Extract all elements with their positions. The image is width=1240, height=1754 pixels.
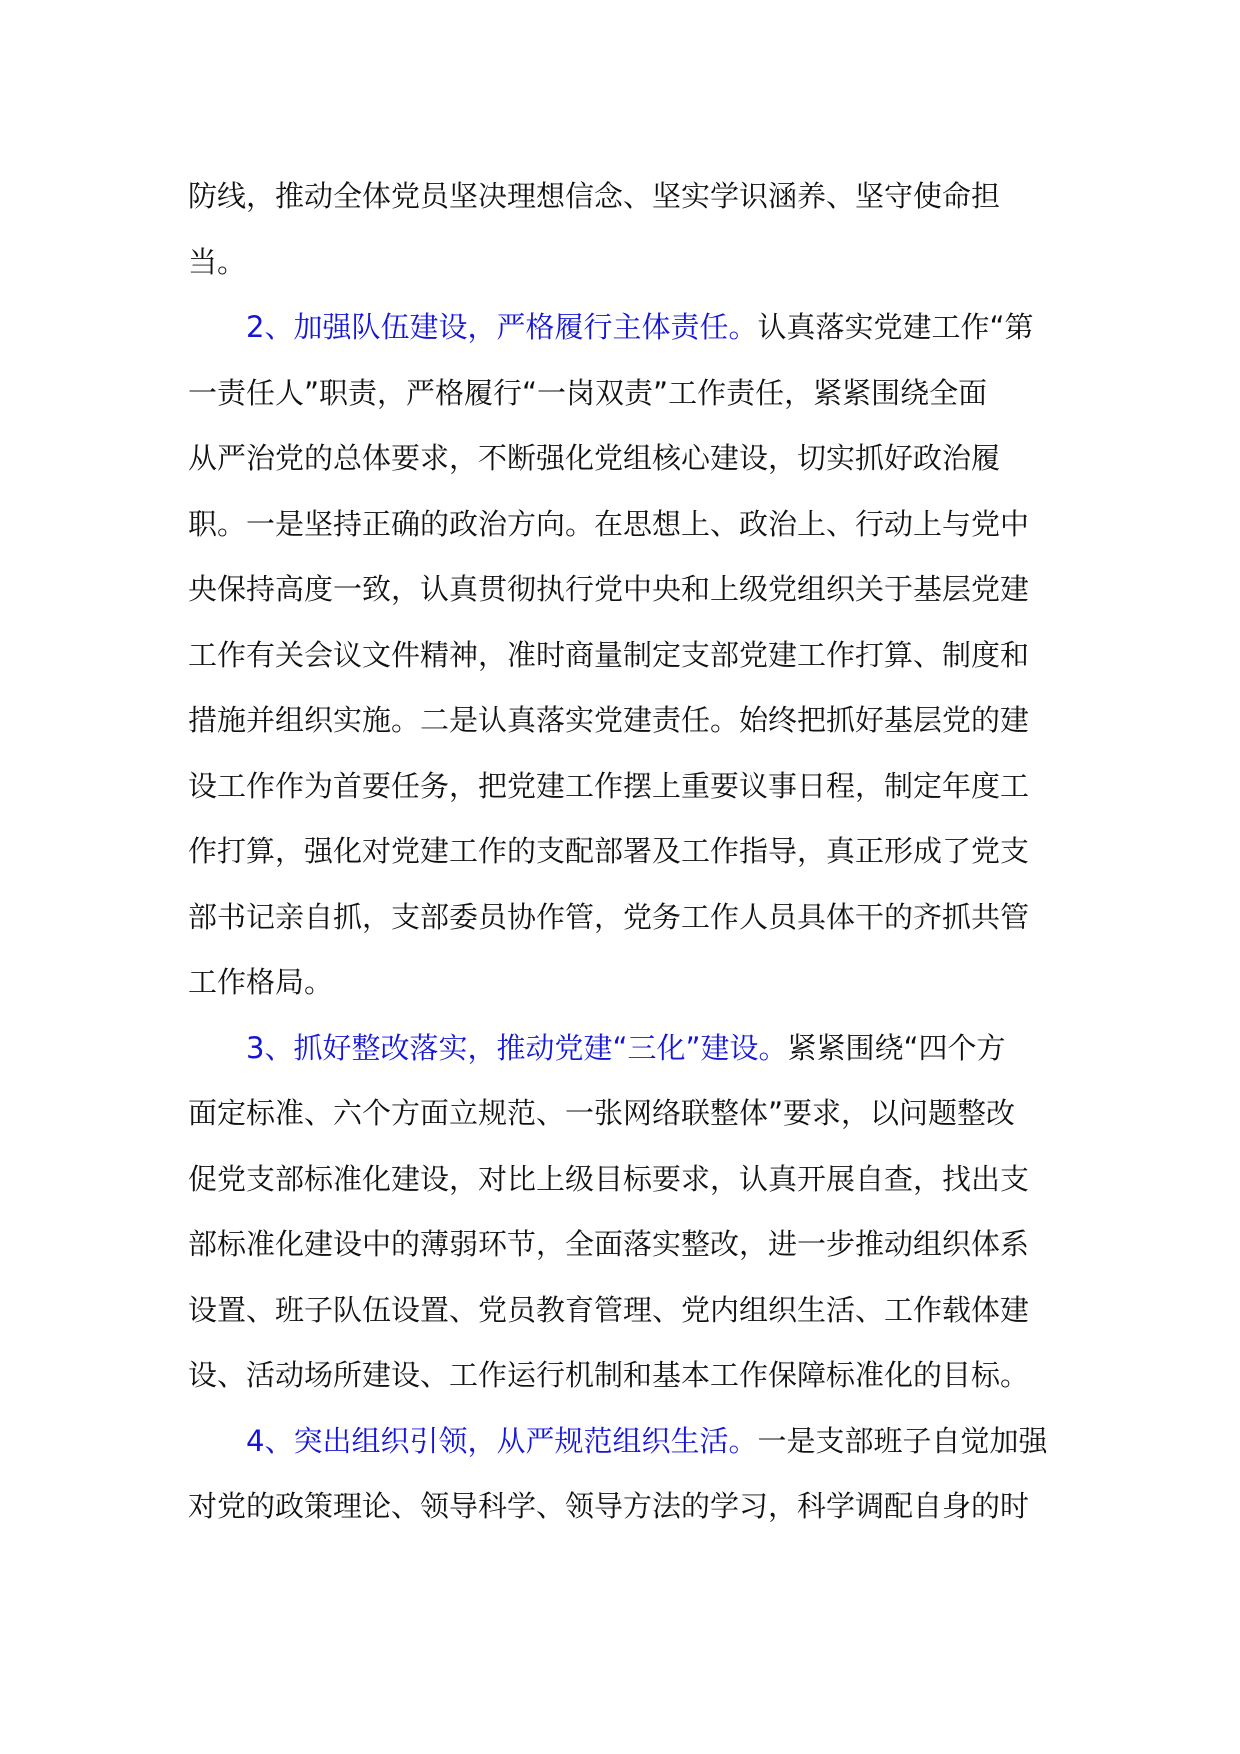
paragraph-lead-text: 认真落实党建工作“第	[757, 310, 1034, 344]
text-line: 作打算，强化对党建工作的支配部署及工作指导，真正形成了党支	[188, 834, 1030, 868]
text-line: 部书记亲自抓，支部委员协作管，党务工作人员具体干的齐抓共管	[188, 899, 1030, 934]
text-line: 部标准化建设中的薄弱环节，全面落实整改，进一步推动组织体系	[188, 1227, 1030, 1261]
text-line: 面定标准、六个方面立规范、一张网络联整体”要求，以问题整改	[188, 1096, 1016, 1130]
paragraph-heading: 3、抓好整改落实，推动党建“三化”建设。	[246, 1030, 788, 1065]
paragraph-rectification	[188, 1016, 1068, 1409]
text-line-first	[188, 1409, 1068, 1475]
text-line: 工作有关会议文件精神，准时商量制定支部党建工作打算、制度和	[188, 637, 1030, 672]
text-line: 当。	[188, 244, 247, 279]
text-line: 央保持高度一致，认真贯彻执行党中央和上级党组织关于基层党建	[188, 572, 1030, 606]
text-line-first	[188, 295, 1068, 361]
paragraph-heading: 4、突出组织引领，从严规范组织生活。	[246, 1423, 758, 1458]
paragraph-organization-life	[188, 1409, 1068, 1540]
text-line: 防线，推动全体党员坚决理想信念、坚实学识涵养、坚守使命担	[188, 179, 1001, 213]
paragraph-team-building	[188, 295, 1068, 1016]
text-line: 设工作作为首要任务，把党建工作摆上重要议事日程，制定年度工	[188, 768, 1030, 803]
paragraph-lead-text: 一是支部班子自觉加强	[757, 1423, 1048, 1458]
text-line: 一责任人”职责，严格履行“一岗双责”工作责任，紧紧围绕全面	[188, 375, 988, 410]
paragraph-heading: 2、加强队伍建设，严格履行主体责任。	[246, 310, 758, 344]
text-line: 设置、班子队伍设置、党员教育管理、党内组织生活、工作载体建	[188, 1292, 1030, 1327]
text-line-first	[188, 1016, 1068, 1082]
text-line: 促党支部标准化建设，对比上级目标要求，认真开展自查，找出支	[188, 1161, 1030, 1196]
document-body	[188, 164, 1068, 1540]
text-line: 对党的政策理论、领导科学、领导方法的学习，科学调配自身的时	[188, 1489, 1030, 1523]
paragraph-continuation	[188, 164, 1068, 295]
text-line: 措施并组织实施。二是认真落实党建责任。始终把抓好基层党的建	[188, 703, 1030, 737]
paragraph-lead-text: 紧紧围绕“四个方	[787, 1030, 1006, 1065]
text-line: 工作格局。	[188, 965, 334, 999]
text-line: 职。一是坚持正确的政治方向。在思想上、政治上、行动上与党中	[188, 506, 1030, 541]
text-line: 设、活动场所建设、工作运行机制和基本工作保障标准化的目标。	[188, 1358, 1030, 1392]
text-line: 从严治党的总体要求，不断强化党组核心建设，切实抓好政治履	[188, 441, 1001, 475]
